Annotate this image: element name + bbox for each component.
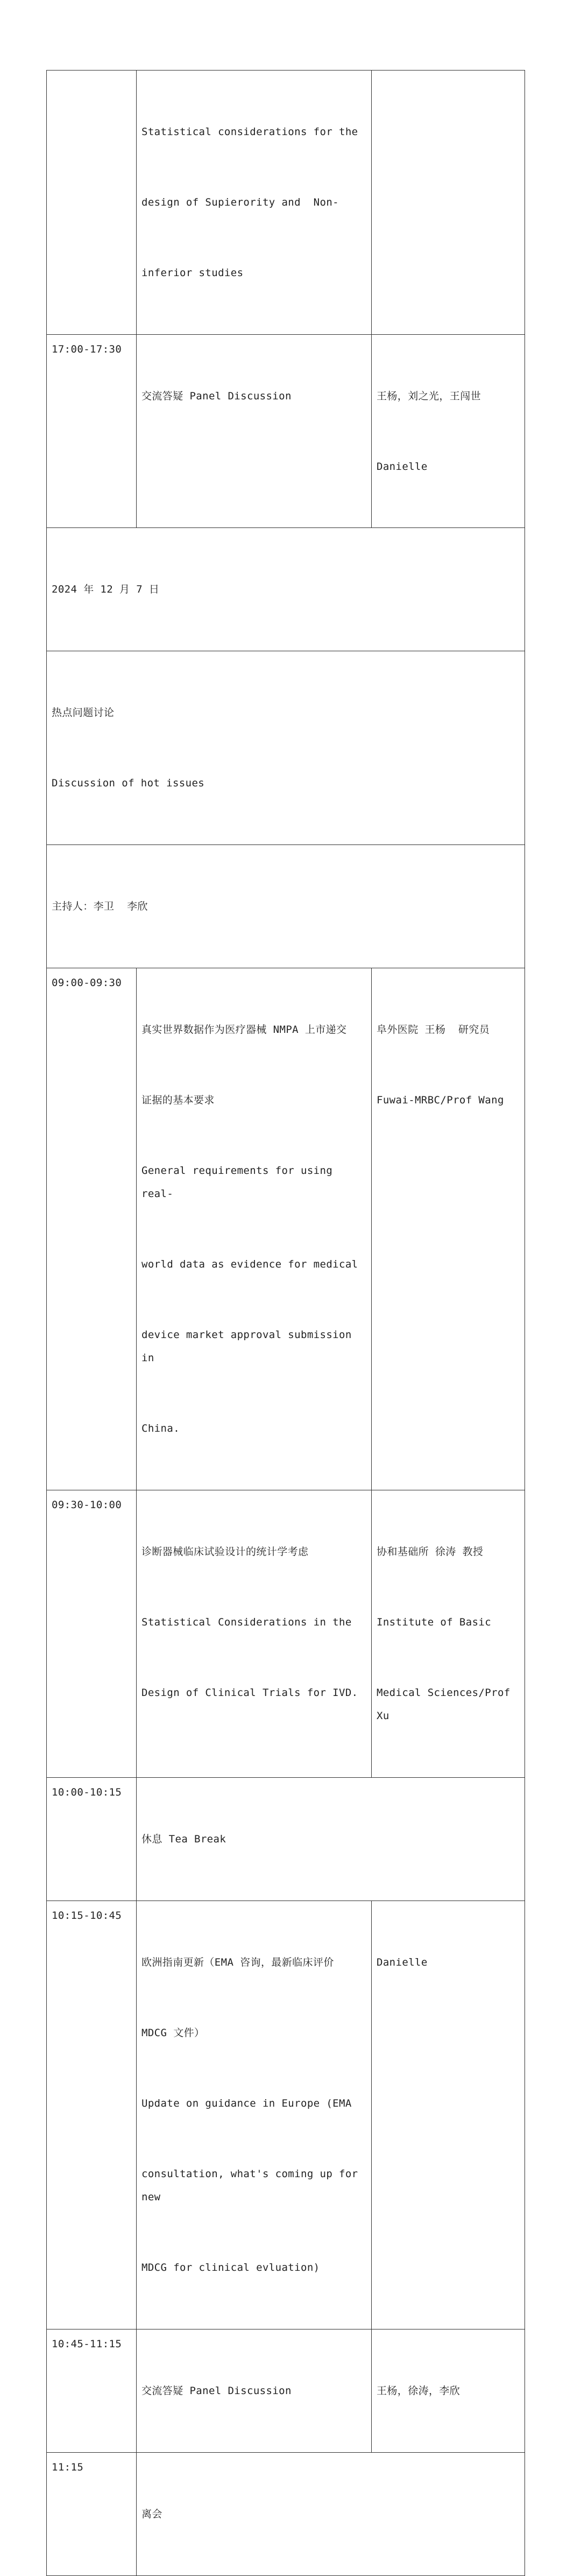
section-title-line: Discussion of hot issues (52, 777, 205, 790)
table-row (47, 2452, 525, 2575)
topic-line: Update on guidance in Europe (EMA (141, 2097, 352, 2109)
topic-line: MDCG 文件） (141, 2027, 205, 2039)
speaker-cell (372, 968, 525, 1490)
speaker-line: Fuwai-MRBC/Prof Wang (377, 1094, 504, 1106)
topic-line: 真实世界数据作为医疗器械 NMPA 上市递交 (141, 1024, 347, 1036)
topic-line: 诊断器械临床试验设计的统计学考虑 (141, 1546, 309, 1558)
host-line: 主持人：李卫 李欣 (52, 900, 148, 913)
speaker-line: Medical Sciences/Prof Xu (377, 1686, 517, 1722)
topic-cell (137, 1901, 372, 2329)
speaker-line: 阜外医院 王杨 研究员 (377, 1024, 490, 1036)
break-cell (137, 1778, 525, 1901)
table-row (47, 651, 525, 845)
topic-line: device market approval submission in (141, 1328, 358, 1364)
break-line: 休息 Tea Break (141, 1833, 226, 1846)
table-row (47, 1490, 525, 1778)
table-row (47, 968, 525, 1490)
time-cell: 17:00-17:30 (47, 334, 137, 528)
speaker-line: Institute of Basic (377, 1616, 492, 1628)
topic-line: Statistical considerations for the (141, 126, 358, 138)
section-title-cell (47, 651, 525, 845)
date-cell (47, 528, 525, 651)
topic-line: inferior studies (141, 266, 244, 279)
topic-cell (137, 334, 372, 528)
time-cell: 10:00-10:15 (47, 1778, 137, 1901)
topic-line: 交流答疑 Panel Discussion (141, 2385, 292, 2397)
table-row (47, 1901, 525, 2329)
adjourn-cell (137, 2452, 525, 2575)
topic-line: MDCG for clinical evluation) (141, 2262, 320, 2274)
speaker-line: 协和基础所 徐涛 教授 (377, 1546, 484, 1558)
speaker-line: Danielle (377, 1956, 428, 1969)
topic-cell (137, 71, 372, 335)
table-row (47, 1778, 525, 1901)
time-cell: 09:30-10:00 (47, 1490, 137, 1778)
topic-line: Statistical Considerations in the (141, 1616, 352, 1628)
section-title-line: 热点问题讨论 (52, 707, 115, 719)
speaker-line: 王杨，徐涛，李欣 (377, 2385, 460, 2397)
speaker-cell (372, 334, 525, 528)
topic-cell (137, 1490, 372, 1778)
time-cell (47, 71, 137, 335)
speaker-cell (372, 2329, 525, 2452)
topic-line: consultation, what's coming up for new (141, 2167, 365, 2204)
speaker-cell (372, 1901, 525, 2329)
table-row (47, 71, 525, 335)
time-cell: 09:00-09:30 (47, 968, 137, 1490)
time-cell: 11:15 (47, 2452, 137, 2575)
table-row (47, 2329, 525, 2452)
speaker-cell (372, 71, 525, 335)
topic-cell (137, 2329, 372, 2452)
topic-line: design of Supierority and Non- (141, 196, 339, 208)
topic-line: 交流答疑 Panel Discussion (141, 390, 292, 402)
time-cell: 10:45-11:15 (47, 2329, 137, 2452)
table-row (47, 845, 525, 968)
speaker-line: Danielle (377, 460, 428, 473)
table-row (47, 528, 525, 651)
topic-line: world data as evidence for medical (141, 1258, 358, 1271)
host-cell (47, 845, 525, 968)
date-line: 2024 年 12 月 7 日 (52, 583, 160, 596)
time-cell: 10:15-10:45 (47, 1901, 137, 2329)
topic-line: General requirements for using real- (141, 1164, 339, 1200)
speaker-cell (372, 1490, 525, 1778)
topic-line: 证据的基本要求 (141, 1094, 215, 1106)
speaker-line: 王杨，刘之光，王闯世 (377, 390, 481, 402)
topic-line: China. (141, 1423, 180, 1435)
adjourn-line: 离会 (141, 2508, 162, 2520)
topic-line: 欧洲指南更新（EMA 咨询，最新临床评价 (141, 1956, 334, 1969)
table-row (47, 334, 525, 528)
topic-line: Design of Clinical Trials for IVD. (141, 1686, 358, 1699)
topic-cell (137, 968, 372, 1490)
agenda-table (46, 70, 525, 2576)
